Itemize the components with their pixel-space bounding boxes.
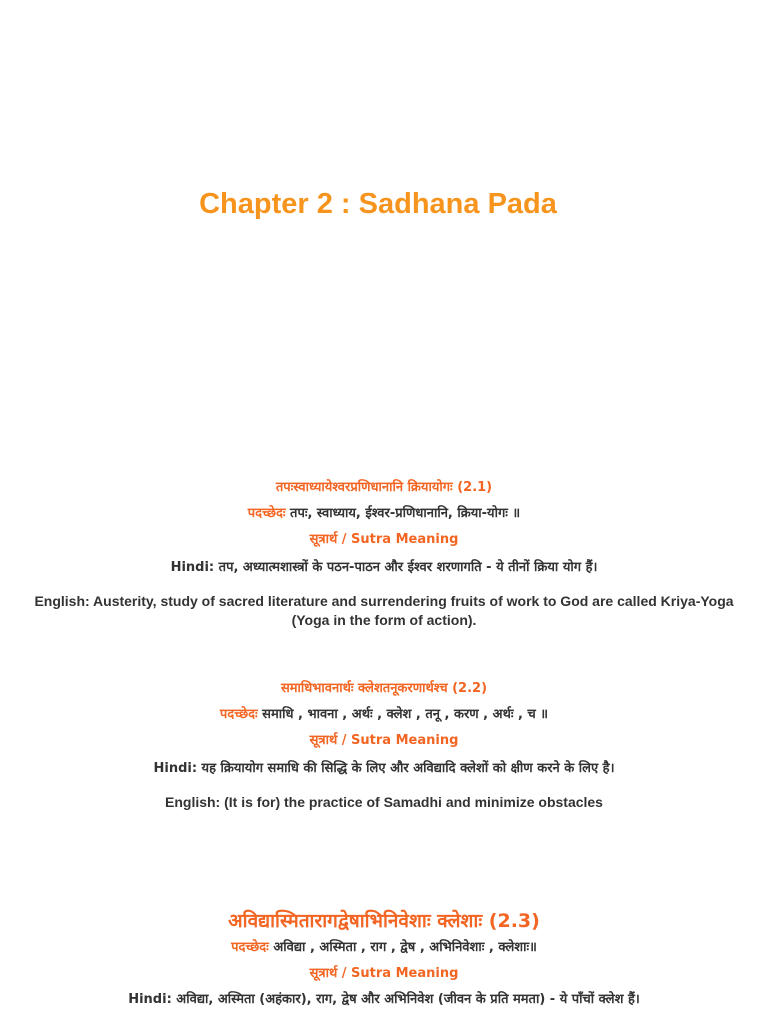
padched-label: पदच्छेदः [247, 506, 286, 521]
meaning-heading: सूत्रार्थ / Sutra Meaning [309, 532, 459, 547]
hindi-meaning: Hindi: अविद्या, अस्मिता (अहंकार), राग, द्वेष और अभिनिवेश (जीवन के प्रति ममता) - ये पाँचों क्लेश हैं। [128, 992, 640, 1007]
sutra-block-2-3 [0, 908, 768, 1010]
padched-line [0, 705, 768, 725]
english-meaning: English: Austerity, study of sacred literature and surrendering fruits of work to God are called Kriya-Yoga (Yoga in the form of action). [34, 593, 734, 628]
padched-label: पदच्छेदः [231, 940, 269, 955]
hindi-meaning: Hindi: तप, अध्यात्मशास्त्रों के पठन-पाठन और ईश्वर शरणागति - ये तीनों क्रिया योग हैं। [170, 560, 598, 575]
sutra-text: समाधिभावनार्थः क्लेशतनूकरणार्थश्च (2.2) [280, 681, 488, 696]
padched-label: पदच्छेदः [219, 707, 258, 722]
padched-text: तपः, स्वाध्याय, ईश्वर-प्रणिधानानि, क्रिया-योगः ॥ [290, 506, 521, 521]
padched-line [0, 504, 768, 524]
padched-text: अविद्या , अस्मिता , राग , द्वेष , अभिनिवेशाः , क्लेशाः॥ [273, 940, 537, 955]
sutra-text: तपःस्वाध्यायेश्वरप्रणिधानानि क्रियायोगः (2.1) [275, 480, 493, 495]
hindi-meaning: Hindi: यह क्रियायोग समाधि की सिद्धि के लिए और अविद्यादि क्लेशों को क्षीण करने के लिए है। [153, 761, 615, 776]
padched-line [0, 938, 768, 958]
chapter-title: Chapter 2 : Sadhana Pada [199, 188, 557, 220]
meaning-heading: सूत्रार्थ / Sutra Meaning [309, 966, 459, 981]
sutra-text: अविद्यास्मितारागद्वेषाभिनिवेशाः क्लेशाः (2.3) [228, 910, 540, 932]
sutra-block-2-1 [0, 478, 768, 630]
sutra-block-2-2 [0, 679, 768, 812]
meaning-heading: सूत्रार्थ / Sutra Meaning [309, 733, 459, 748]
english-meaning: English: (It is for) the practice of Samadhi and minimize obstacles [165, 794, 603, 810]
padched-text: समाधि , भावना , अर्थः , क्लेश , तनू , करण , अर्थः , च ॥ [262, 707, 549, 722]
